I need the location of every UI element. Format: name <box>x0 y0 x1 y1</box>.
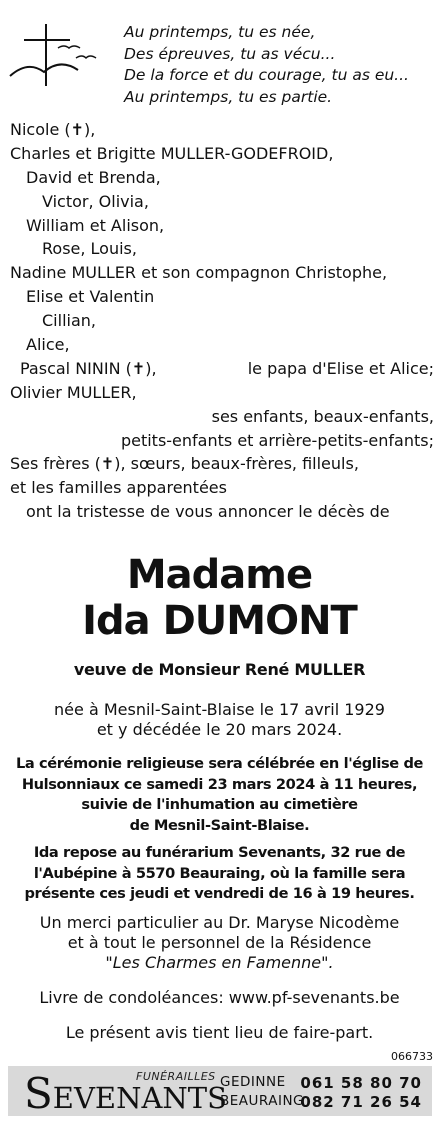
family-list <box>10 118 434 524</box>
widow-line: veuve de Monsieur René MULLER <box>73 660 366 679</box>
phone-gedinne[interactable]: 061 58 80 70 <box>300 1074 422 1092</box>
funeral-home-line: présente ces jeudi et vendredi de 16 à 19 heures. <box>24 885 415 902</box>
family-line-left: Pascal NININ (✝), <box>20 358 157 378</box>
thanks-line: Un merci particulier au Dr. Maryse Nicodème <box>39 913 400 932</box>
funeral-home-line: l'Aubépine à 5570 Beauraing, où la famille sera <box>33 864 406 882</box>
family-line-right: le papa d'Elise et Alice; <box>247 358 434 378</box>
reference-number: 066733 <box>391 1050 433 1063</box>
deceased-name: Ida DUMONT <box>82 598 357 644</box>
notice-line: Le présent avis tient lieu de faire-part. <box>65 1023 374 1042</box>
cross-emblem-icon <box>6 20 102 90</box>
funeral-home-line: Ida repose au funérarium Sevenants, 32 rue de <box>33 844 406 861</box>
brand-rest: EVENANTS <box>52 1081 227 1115</box>
city-beauraing: BEAURAING <box>220 1093 305 1109</box>
thanks-line: et à tout le personnel de la Résidence <box>67 933 372 952</box>
condolences-link[interactable]: Livre de condoléances: www.pf-sevenants.be <box>39 988 400 1007</box>
announcement-line: ont la tristesse de vous annoncer le décès de <box>26 502 390 522</box>
family-line: petits-enfants et arrière-petits-enfants; <box>120 430 434 450</box>
thanks-note <box>0 913 439 973</box>
family-line: Alice, <box>26 335 70 355</box>
ceremony-line: suivie de l'inhumation au cimetière <box>81 796 358 813</box>
ceremony-info <box>0 754 439 836</box>
family-line: Cillian, <box>42 311 96 331</box>
poem <box>124 22 434 108</box>
family-line: Victor, Olivia, <box>42 191 149 211</box>
funeral-home-banner <box>8 1066 432 1116</box>
family-line: William et Alison, <box>26 215 165 235</box>
family-line: Nicole (✝), <box>10 120 96 139</box>
family-line: Elise et Valentin <box>26 287 155 307</box>
deceased-title: Madame <box>126 552 313 598</box>
poem-line: Au printemps, tu es partie. <box>124 87 333 106</box>
family-line: Olivier MULLER, <box>10 382 137 402</box>
family-line: Nadine MULLER et son compagnon Christophe, <box>10 263 388 283</box>
thanks-line: "Les Charmes en Famenne". <box>105 953 334 972</box>
funeral-home-info <box>0 843 439 905</box>
ceremony-line: La cérémonie religieuse sera célébrée en l'église de <box>15 755 424 772</box>
brand-initial: S <box>24 1069 53 1118</box>
city-gedinne: GEDINNE <box>220 1074 286 1090</box>
family-line: Rose, Louis, <box>42 239 137 259</box>
family-line: et les familles apparentées <box>10 478 227 498</box>
family-line: Charles et Brigitte MULLER-GODEFROID, <box>10 143 334 163</box>
ceremony-line: de Mesnil-Saint-Blaise. <box>129 816 310 834</box>
family-line: ses enfants, beaux-enfants, <box>211 406 434 426</box>
birth-death-dates <box>0 700 439 740</box>
poem-line: Au printemps, tu es née, <box>124 23 316 41</box>
family-line: David et Brenda, <box>26 167 161 187</box>
phone-beauraing[interactable]: 082 71 26 54 <box>300 1093 422 1111</box>
ceremony-line: Hulsonniaux ce samedi 23 mars 2024 à 11 heures, <box>21 775 418 793</box>
banner-tagline: FUNÉRAILLES <box>136 1070 216 1083</box>
poem-line: De la force et du courage, tu as eu... <box>124 66 409 84</box>
family-line: Ses frères (✝), sœurs, beaux-frères, filleuls, <box>10 454 359 474</box>
birth-line: née à Mesnil-Saint-Blaise le 17 avril 1929 <box>54 700 385 719</box>
death-line: et y décédée le 20 mars 2024. <box>96 720 343 739</box>
family-line <box>10 357 434 381</box>
poem-line: Des épreuves, tu as vécu... <box>124 44 336 63</box>
